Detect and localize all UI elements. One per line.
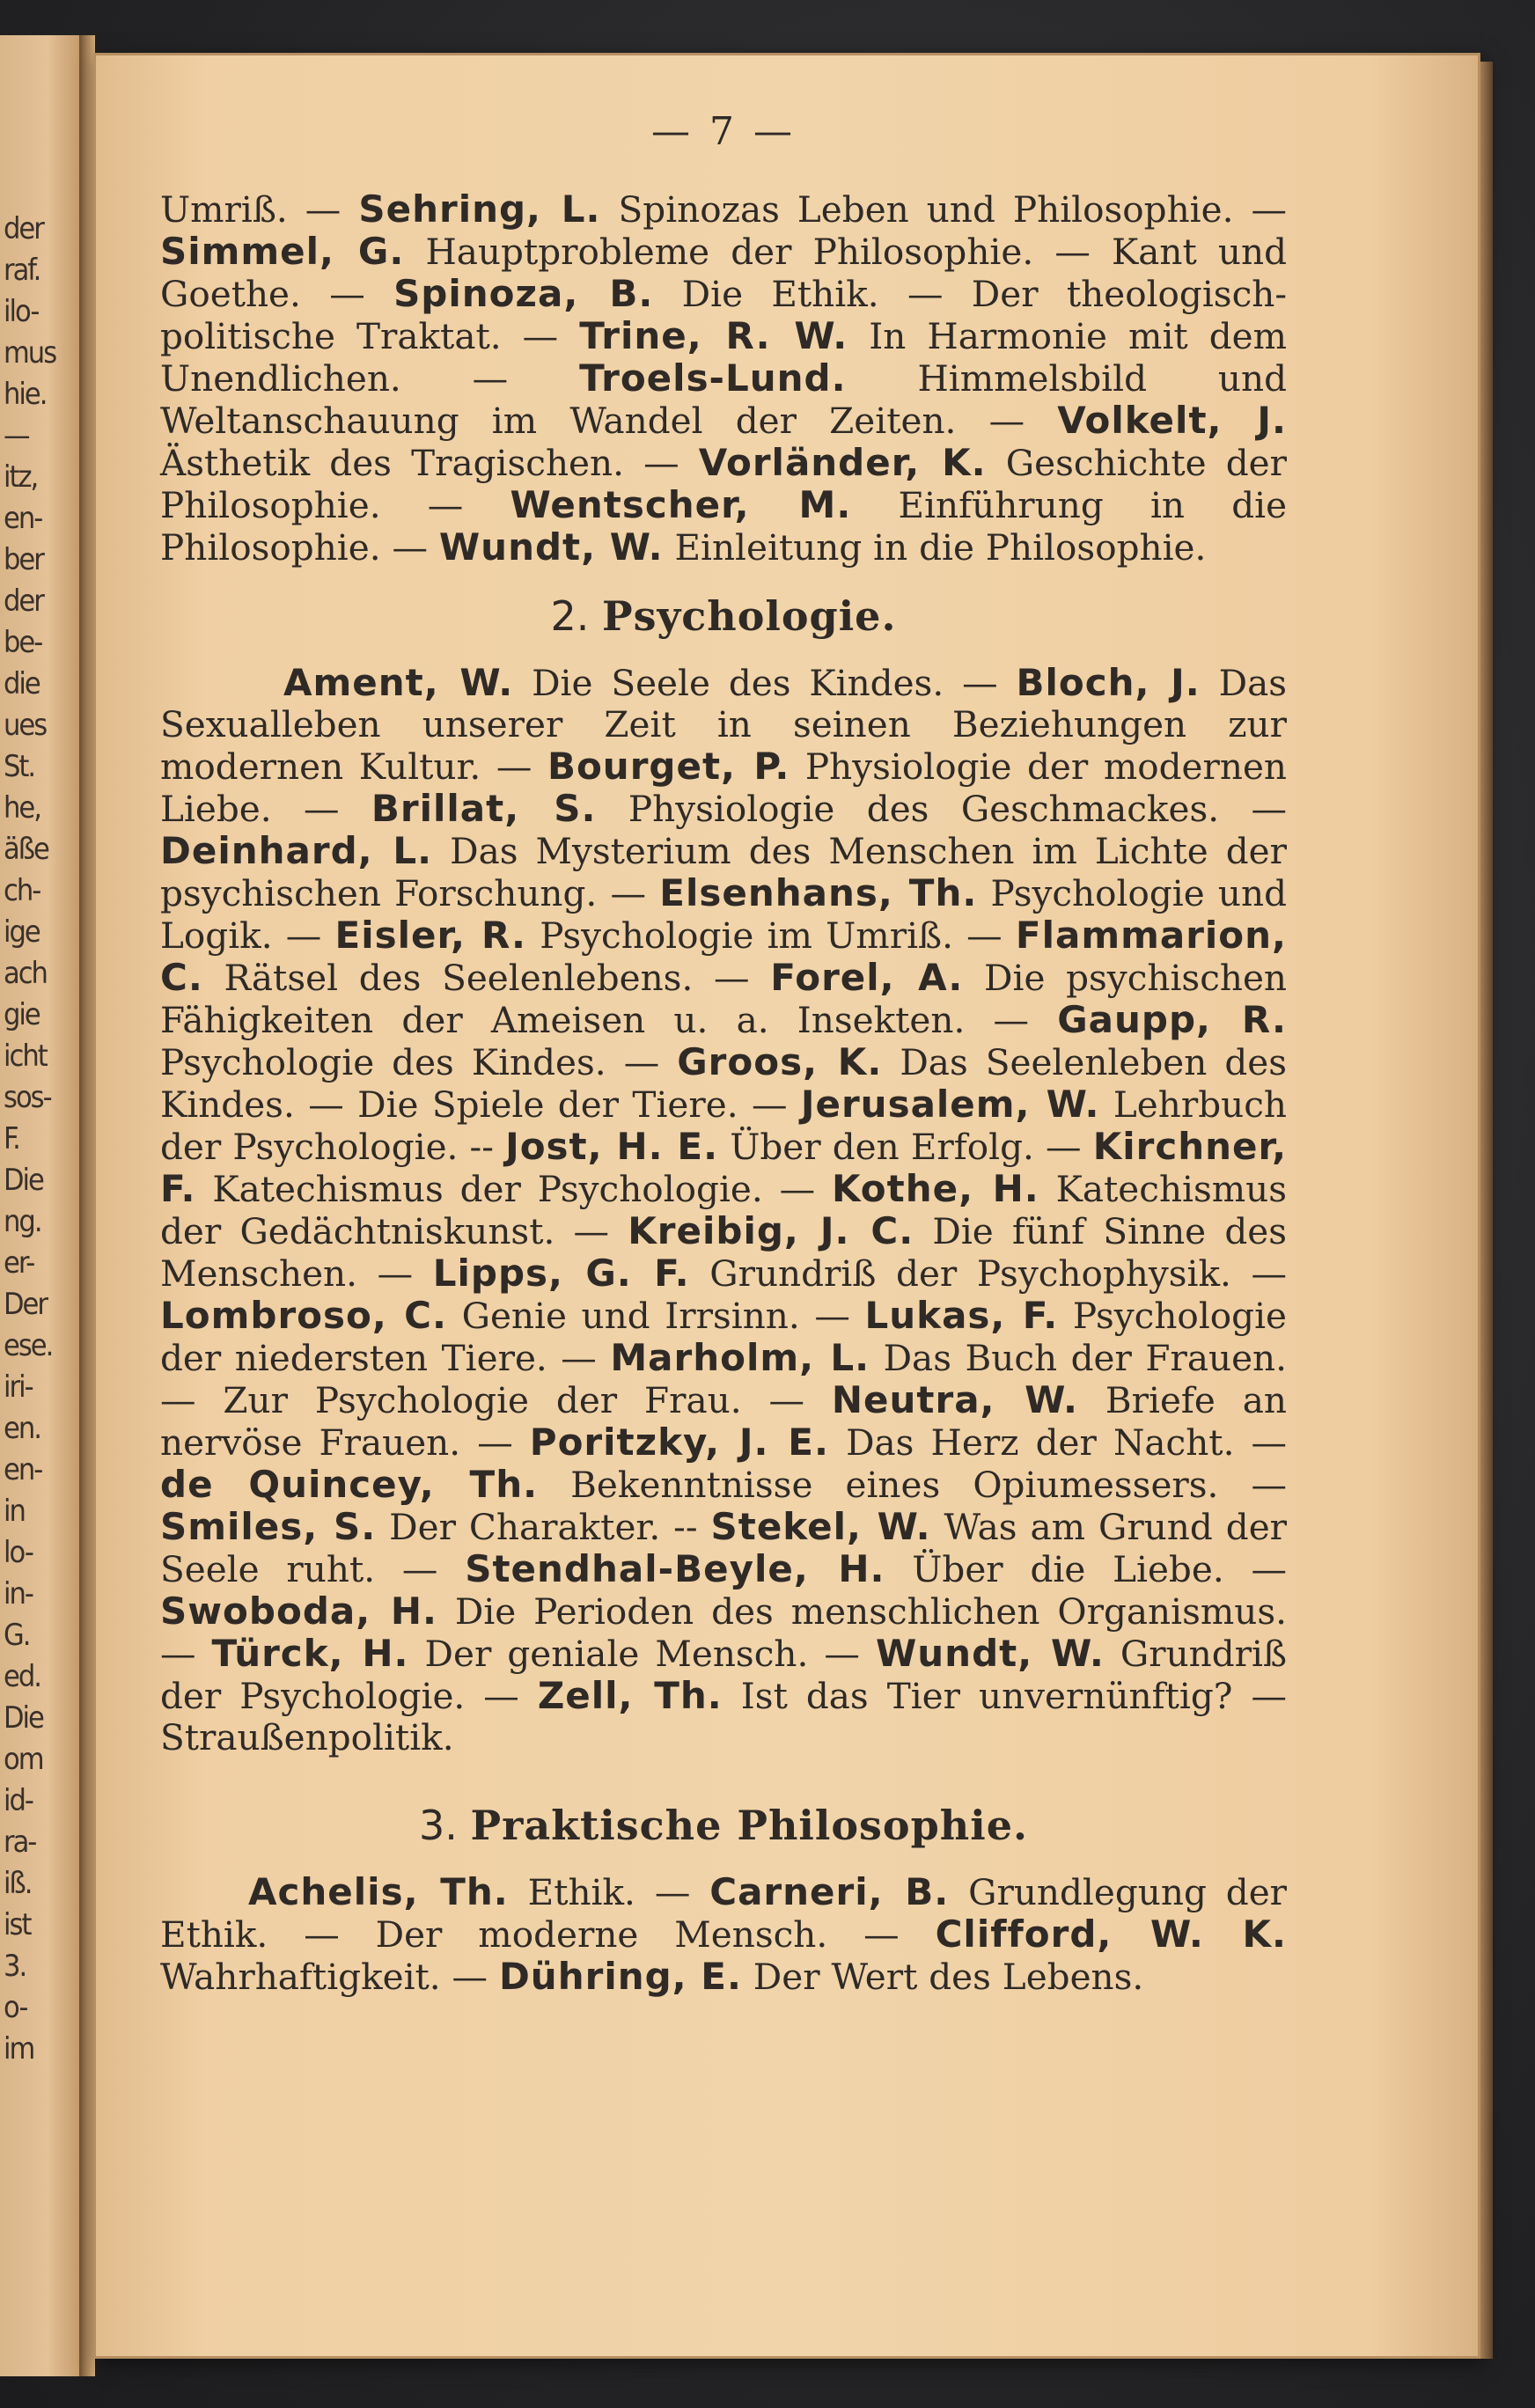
entry-author: Türck, H.: [211, 1632, 409, 1675]
facing-page-fragment: iß.: [4, 1866, 32, 1901]
facing-page-fragment: in: [4, 1494, 25, 1529]
entry-title: Die fünf Sinne des Menschen. —: [160, 1210, 1288, 1295]
entry-author: Stekel, W.: [710, 1505, 931, 1548]
bibliography-entry: [505, 1126, 1081, 1168]
facing-page-fragment: G.: [4, 1618, 30, 1653]
facing-page-fragment: die: [4, 666, 40, 701]
facing-page-fragment: en.: [4, 1411, 40, 1446]
entry-author: Achelis, Th.: [248, 1870, 509, 1913]
entry-title: Der geniale Mensch. —: [424, 1633, 860, 1675]
entry-author: Dühring, E.: [498, 1955, 742, 1998]
entry-author: Jerusalem, W.: [800, 1083, 1100, 1126]
entry-title: Hauptprobleme der Philosophie. — Kant und Goethe. —: [160, 231, 1287, 315]
facing-page-fragment: hie.: [4, 377, 47, 412]
facing-page-fragment: Der: [4, 1287, 47, 1322]
section3-paragraph: [160, 1871, 1287, 1998]
entry-author: Forel, A.: [770, 956, 964, 999]
entry-author: Zell, Th.: [537, 1674, 723, 1717]
section2-number: 2.: [550, 592, 590, 640]
facing-page-fragment: ues: [4, 708, 47, 743]
facing-page-fragment: —: [4, 418, 29, 453]
section1-paragraph: [160, 188, 1287, 569]
facing-page-fragment: St.: [4, 749, 35, 784]
entry-author: Clifford, W. K.: [935, 1912, 1288, 1956]
bibliography-entry: [371, 788, 1287, 830]
entry-title: Physiologie des Geschmackes. —: [628, 788, 1287, 830]
facing-page-fragment: der: [4, 584, 43, 619]
bibliography-entry: [160, 1506, 698, 1548]
facing-page-fragment: o-: [4, 1990, 27, 2025]
entry-title: Das Mysterium des Menschen im Lichte der psychischen Forschung. —: [160, 830, 1287, 914]
facing-page-fragment: id-: [4, 1783, 33, 1818]
entry-title: Bekenntnisse eines Opiumessers. —: [570, 1464, 1288, 1506]
facing-page-fragment: raf.: [4, 253, 40, 288]
entry-author: Volkelt, J.: [1057, 399, 1287, 442]
facing-page-fragment: lo-: [4, 1535, 33, 1570]
bibliography-entry: [335, 914, 1003, 957]
entry-author: Trine, R. W.: [579, 314, 848, 357]
facing-page-fragment: sos-: [4, 1080, 51, 1115]
facing-page-fragment: er-: [4, 1245, 34, 1281]
entry-title: Das Herz der Nacht. —: [846, 1421, 1288, 1464]
bibliography-entry: [530, 1421, 1287, 1464]
entry-title: Ästhetik des Tragischen. —: [160, 442, 679, 484]
entry-title: Über die Liebe. —: [912, 1548, 1288, 1590]
facing-page-fragment: in-: [4, 1576, 33, 1611]
section2-paragraph: [160, 662, 1287, 1758]
page-number: — 7 —: [651, 109, 796, 154]
entry-title: Das Sexualleben unserer Zeit in seinen Beziehungen zur modernen Kultur. —: [160, 662, 1288, 788]
entry-title: Die psychischen Fähigkeiten der Ameisen u. a. Insekten. —: [160, 957, 1288, 1041]
entry-title: Rätsel des Seelenlebens. —: [224, 957, 750, 999]
entry-author: Smiles, S.: [160, 1505, 377, 1548]
entry-author: Simmel, G.: [160, 230, 405, 273]
section2-heading: [160, 590, 1287, 642]
entry-title: Katechismus der Psychologie. —: [212, 1168, 816, 1210]
entry-author: Marholm, L.: [610, 1336, 870, 1379]
bibliography-entry: [465, 1548, 1287, 1590]
entry-author: Carneri, B.: [709, 1870, 950, 1913]
facing-page-fragment: ese.: [4, 1328, 53, 1363]
entry-title: Die Seele des Kindes. —: [532, 662, 998, 704]
entry-title: Lehrbuch der Psychologie. --: [160, 1083, 1287, 1168]
page-edge-shadow: [1480, 62, 1493, 2359]
entry-author: Bourget, P.: [547, 745, 790, 788]
facing-page-fragment: ch-: [4, 873, 40, 908]
facing-page-fragment: icht: [4, 1039, 47, 1074]
facing-page-fragment: ach: [4, 956, 47, 991]
entry-title: Wahrhaftigkeit. —: [160, 1956, 488, 1998]
entry-author: Sehring, L.: [358, 187, 601, 231]
entry-title: Psychologie und Logik. —: [160, 872, 1288, 957]
facing-page-fragment: en-: [4, 501, 42, 536]
entry-title: Briefe an nervöse Frauen. —: [160, 1379, 1288, 1464]
facing-page-fragment: äße: [4, 832, 48, 867]
entry-title: Ethik. —: [527, 1871, 691, 1913]
entry-title: Der Wert des Lebens.: [753, 1956, 1144, 1998]
bibliography-entry: [212, 1633, 860, 1675]
facing-page-fragment: im: [4, 2031, 34, 2067]
entry-author: Wundt, W.: [875, 1632, 1105, 1675]
entry-title: Einleitung in die Philosophie.: [674, 526, 1207, 569]
previous-page-edge: [0, 35, 82, 2376]
facing-page-fragment: ige: [4, 914, 40, 950]
bibliography-entry: [283, 662, 998, 704]
bibliography-entry: [358, 188, 1287, 231]
entry-title: Psychologie des Kindes. —: [160, 1041, 660, 1083]
entry-author: Gaupp, R.: [1057, 998, 1288, 1041]
entry-author: Vorländer, K.: [698, 441, 987, 484]
entry-title: In Harmonie mit dem Unendlichen. —: [160, 315, 1288, 400]
bibliography-entry: [248, 1871, 690, 1913]
facing-page-fragment: om: [4, 1742, 43, 1777]
entry-title: Psychologie der niedersten Tiere. —: [160, 1295, 1288, 1379]
facing-page-fragment: ber: [4, 542, 43, 577]
entry-author: Wentscher, M.: [510, 483, 852, 526]
entry-title: Umriß. —: [160, 188, 342, 231]
entry-author: Bloch, J.: [1016, 661, 1201, 704]
facing-page-fragment: Die: [4, 1700, 43, 1736]
section2-title: Psychologie.: [602, 592, 897, 640]
entry-title: Einführung in die Philosophie. —: [160, 484, 1288, 569]
entry-title: Das Seelenleben des Kindes. — Die Spiele der Tiere. —: [160, 1041, 1287, 1126]
entry-title: Der Charakter. --: [389, 1506, 698, 1548]
page-text-block: [160, 106, 1287, 1998]
entry-author: Lipps, G. F.: [432, 1252, 690, 1295]
entry-author: Eisler, R.: [334, 914, 527, 957]
entry-author: Lombroso, C.: [160, 1294, 447, 1337]
facing-page-fragment: der: [4, 211, 43, 246]
facing-page-fragment: Die: [4, 1163, 43, 1198]
entry-title: Grundlegung der Ethik. — Der moderne Mensch. —: [160, 1871, 1288, 1956]
entry-title: Was am Grund der Seele ruht. —: [160, 1506, 1288, 1590]
facing-page-fragment: ilo-: [4, 294, 39, 329]
facing-page-fragment: F.: [4, 1121, 19, 1156]
entry-author: Ament, W.: [283, 661, 514, 704]
entry-author: Poritzky, J. E.: [529, 1421, 829, 1464]
facing-page-fragment: itz,: [4, 459, 38, 495]
facing-page-fragment: 3.: [4, 1949, 26, 1984]
entry-title: Katechismus der Gedächtniskunst. —: [160, 1168, 1288, 1252]
facing-page-fragment: mus: [4, 335, 56, 371]
entry-title: Genie und Irrsinn. —: [461, 1295, 850, 1337]
entry-title: Physiologie der modernen Liebe. —: [160, 745, 1287, 830]
facing-page-fragment: he,: [4, 790, 40, 826]
entry-author: Swoboda, H.: [160, 1589, 437, 1633]
entry-author: Spinoza, B.: [393, 272, 654, 315]
bibliography-entry: [439, 526, 1207, 569]
bibliography-entry: [160, 1464, 1287, 1506]
section3-number: 3.: [419, 1802, 458, 1849]
entry-author: Neutra, W.: [831, 1378, 1078, 1421]
entry-author: Stendhal-Beyle, H.: [465, 1547, 885, 1590]
facing-page-fragment: ra-: [4, 1824, 36, 1860]
section3-title: Praktische Philosophie.: [470, 1802, 1028, 1849]
section3-heading: [160, 1799, 1287, 1852]
entry-author: Lukas, F.: [864, 1294, 1059, 1337]
bibliography-entry: [499, 1956, 1143, 1998]
entry-author: Deinhard, L.: [160, 829, 433, 872]
entry-title: Über den Erfolg. —: [730, 1126, 1082, 1168]
entry-author: Groos, K.: [677, 1040, 883, 1083]
entry-title: Spinozas Leben und Philosophie. —: [618, 188, 1288, 231]
facing-page-fragment: iri-: [4, 1369, 33, 1405]
entry-author: Jost, H. E.: [505, 1125, 719, 1168]
entry-title: Die Perioden des menschlichen Organismus. —: [160, 1590, 1287, 1675]
entry-author: de Quincey, Th.: [160, 1463, 539, 1506]
entry-author: Troels-Lund.: [579, 356, 847, 400]
facing-page-fragment: ed.: [4, 1659, 40, 1694]
bibliography-entry: [160, 188, 341, 231]
bibliography-entry: [160, 1295, 850, 1337]
entry-author: Brillat, S.: [371, 787, 597, 830]
entry-title: Das Buch der Frauen. — Zur Psychologie der Frau. —: [160, 1337, 1288, 1421]
entry-author: Kreibig, J. C.: [628, 1209, 914, 1252]
entry-author: Wundt, W.: [438, 525, 664, 569]
entry-author: Kirchner, F.: [160, 1125, 1288, 1210]
bibliography-entry: [433, 1252, 1287, 1295]
facing-page-fragment: ist: [4, 1907, 31, 1942]
facing-page-fragment: en-: [4, 1452, 42, 1487]
entry-title: Die Ethik. — Der theologisch-politische Traktat. —: [160, 273, 1288, 357]
entry-author: Elsenhans, Th.: [659, 871, 978, 914]
facing-page-fragment: gie: [4, 997, 40, 1032]
entry-title: Grundriß der Psychologie. —: [160, 1633, 1288, 1717]
entry-author: Flammarion, C.: [160, 914, 1288, 999]
entry-title: Psychologie im Umriß. —: [540, 914, 1003, 957]
entry-title: Ist das Tier unvernünftig? — Straußenpolitik.: [160, 1675, 1287, 1758]
entry-author: Kothe, H.: [831, 1167, 1039, 1210]
entry-title: Geschichte der Philosophie. —: [160, 442, 1288, 526]
entry-title: Grundriß der Psychophysik. —: [709, 1252, 1288, 1295]
entry-title: Himmelsbild und Weltanschauung im Wandel der Zeiten. —: [160, 357, 1287, 442]
facing-page-fragment: ng.: [4, 1204, 41, 1239]
facing-page-fragment: be-: [4, 625, 42, 660]
